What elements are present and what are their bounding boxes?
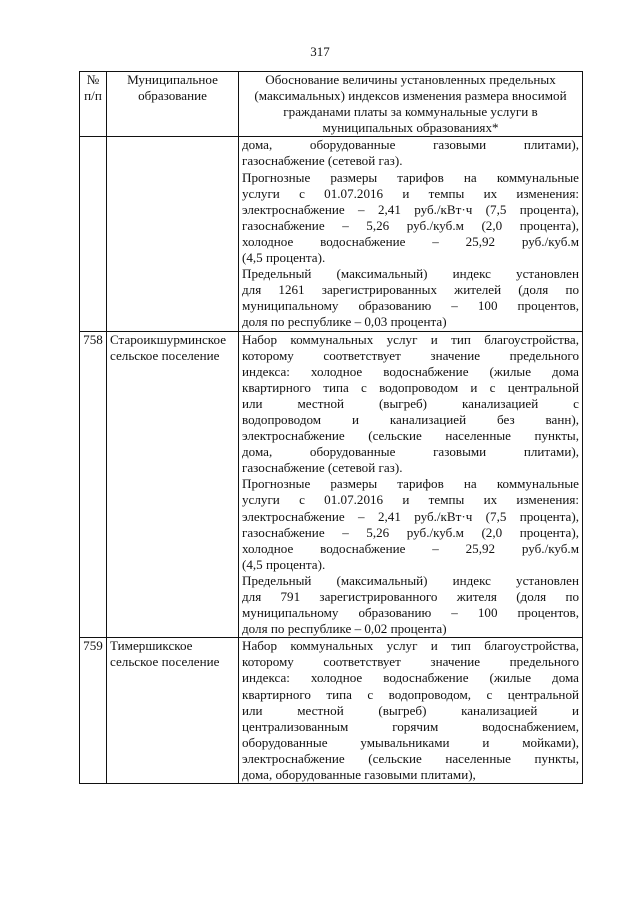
municipality-name: Староикшурминское сельское поселение [107, 331, 239, 638]
text-line: или местной (выгреб) канализацией и [242, 702, 579, 718]
justification-cell [239, 331, 583, 638]
text-line: централизованным горячим водоснабжением, [242, 718, 579, 734]
justification-cell [239, 137, 583, 331]
row-number: 759 [80, 638, 107, 784]
text-line: квартирного типа с водопроводом и с центральной [242, 379, 579, 395]
justification-paragraph [242, 137, 579, 169]
text-line: газоснабжение (сетевой газ). [242, 153, 403, 169]
text-line: муниципальному образованию – 100 процентов, [242, 605, 579, 621]
justification-paragraph [242, 638, 579, 783]
text-line: электроснабжение (сельские населенные пункты, [242, 428, 579, 444]
text-line: (4,5 процента). [242, 556, 326, 572]
row-number [80, 137, 107, 331]
text-line: квартирного типа с водопроводом, с центральной [242, 686, 579, 702]
table-row [80, 137, 583, 331]
justification-paragraph [242, 266, 579, 330]
text-line: дома, оборудованные газовыми плитами), [242, 444, 579, 460]
text-line: индекса: холодное водоснабжение (жилые дома [242, 363, 579, 379]
text-line: газоснабжение – 5,26 руб./куб.м (2,0 процента), [242, 524, 579, 540]
text-line: холодное водоснабжение – 25,92 руб./куб.м [242, 540, 579, 556]
text-line: муниципальному образованию – 100 процентов, [242, 298, 579, 314]
table-body [80, 137, 583, 784]
justification-paragraph [242, 170, 579, 267]
header-municipality: Муниципальное образование [107, 72, 239, 137]
text-line: для 791 зарегистрированного жителя (доля по [242, 589, 579, 604]
row-number: 758 [80, 331, 107, 638]
text-line: которому соответствует значение предельного [242, 347, 579, 363]
text-line: оборудованные умывальниками и мойками), [242, 734, 579, 750]
municipality-name: Тимершикское сельское поселение [107, 638, 239, 784]
header-num: № п/п [80, 72, 107, 137]
tariff-table [79, 71, 583, 784]
table-header-row [80, 72, 583, 137]
text-line: дома, оборудованные газовыми плитами), [242, 767, 476, 783]
text-line: для 1261 зарегистрированных жителей (доля по [242, 282, 579, 298]
text-line: электроснабжение – 2,41 руб./кВт·ч (7,5 процента), [242, 508, 579, 524]
text-line: газоснабжение – 5,26 руб./куб.м (2,0 процента), [242, 217, 579, 233]
text-line: Предельный (максимальный) индекс установлен [242, 572, 579, 588]
text-line: услуги с 01.07.2016 и темпы их изменения: [242, 185, 579, 201]
justification-paragraph [242, 332, 579, 477]
text-line: индекса: холодное водоснабжение (жилые дома [242, 670, 579, 686]
table-row [80, 331, 583, 638]
justification-paragraph [242, 476, 579, 573]
text-line: Прогнозные размеры тарифов на коммунальные [242, 169, 579, 185]
table-row [80, 638, 583, 784]
text-line: Набор коммунальных услуг и тип благоустройства, [242, 331, 579, 347]
text-line: или местной (выгреб) канализацией с [242, 395, 579, 411]
text-line: водопроводом и канализацией без ванн), [242, 411, 579, 427]
text-line: Прогнозные размеры тарифов на коммунальные [242, 476, 579, 492]
header-justification: Обоснование величины установленных предельных (максимальных) индексов изменения размера вносимой гражданами платы за коммунальные услуги в муниципальных образованиях* [239, 72, 583, 137]
text-line: услуги с 01.07.2016 и темпы их изменения: [242, 492, 579, 508]
text-line: которому соответствует значение предельного [242, 654, 579, 670]
text-line: Предельный (максимальный) индекс установлен [242, 266, 579, 282]
text-line: (4,5 процента). [242, 250, 326, 266]
text-line: холодное водоснабжение – 25,92 руб./куб.м [242, 233, 579, 249]
municipality-name [107, 137, 239, 331]
text-line: доля по республике – 0,02 процента) [242, 621, 447, 637]
text-line: Набор коммунальных услуг и тип благоустройства, [242, 638, 579, 654]
justification-paragraph [242, 573, 579, 637]
text-line: доля по республике – 0,03 процента) [242, 314, 447, 330]
text-line: дома, оборудованные газовыми плитами), [242, 137, 579, 153]
text-line: электроснабжение (сельские населенные пункты, [242, 750, 579, 766]
text-line: газоснабжение (сетевой газ). [242, 460, 403, 476]
justification-cell [239, 638, 583, 784]
text-line: электроснабжение – 2,41 руб./кВт·ч (7,5 процента), [242, 201, 579, 217]
page-number: 317 [310, 44, 330, 59]
